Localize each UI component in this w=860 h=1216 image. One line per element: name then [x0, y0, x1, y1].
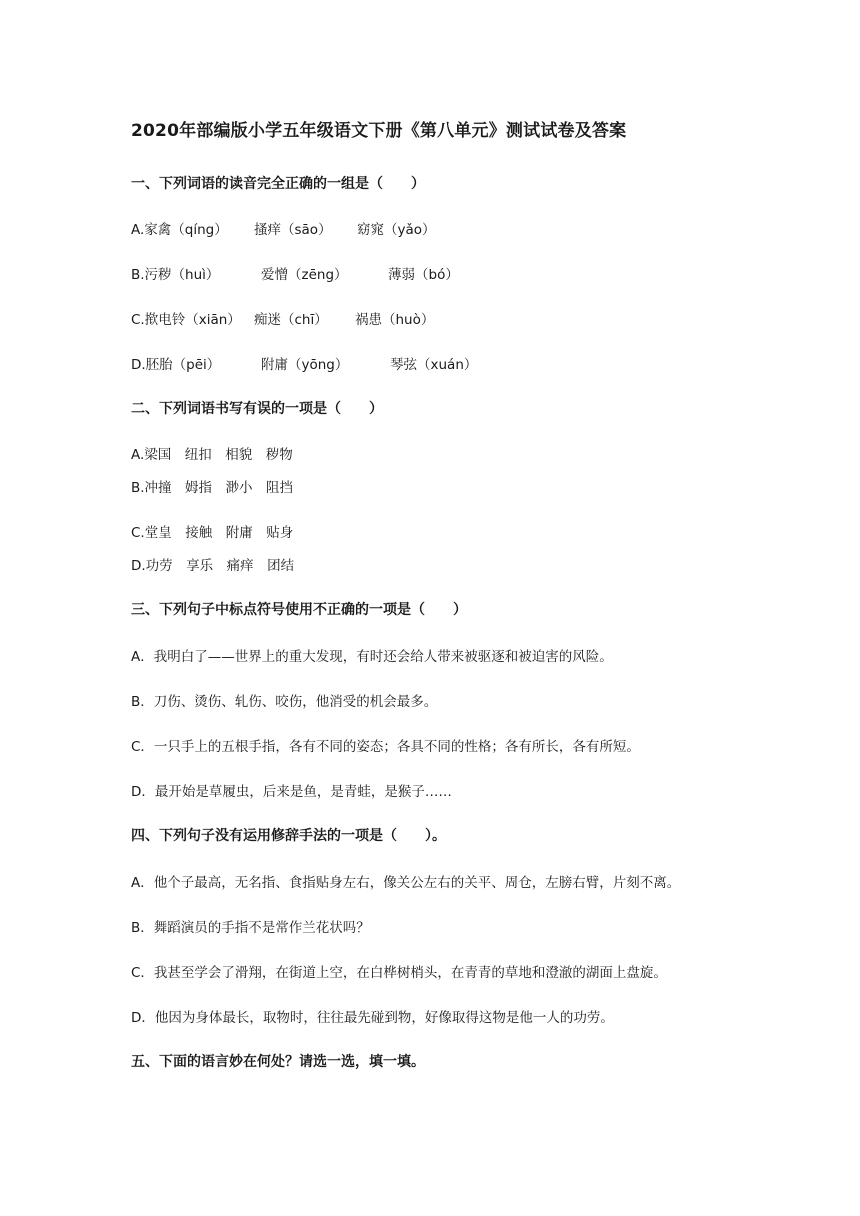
q2-option-a: A.梁国 纽扣 相貌 秽物 — [131, 447, 293, 463]
q1-option-c-word-3: 祸患（huò） — [355, 312, 435, 328]
question-1-heading: 一、下列词语的读音完全正确的一组是（ ） — [131, 176, 425, 192]
q1-option-b-word-3: 薄弱（bó） — [388, 267, 459, 283]
q1-option-d-word-2: 附庸（yōng） — [261, 357, 349, 373]
q1-option-d-word-3: 琴弦（xuán） — [390, 357, 478, 373]
question-5-heading: 五、下面的语言妙在何处？请选一选，填一填。 — [131, 1054, 425, 1070]
q1-option-c-word-2: 痴迷（chī） — [254, 312, 328, 328]
q4-option-d: D．他因为身体最长，取物时，往往最先碰到物，好像取得这物是他一人的功劳。 — [131, 1010, 614, 1026]
q2-option-c: C.堂皇 接触 附庸 贴身 — [131, 525, 294, 541]
question-4-heading: 四、下列句子没有运用修辞手法的一项是（ ）。 — [131, 828, 446, 844]
q3-option-a: A．我明白了——世界上的重大发现，有时还会给人带来被驱逐和被迫害的风险。 — [131, 649, 613, 665]
q1-option-a-word-2: 搔痒（sāo） — [254, 222, 332, 238]
q1-option-b-word-2: 爱憎（zēng） — [261, 267, 348, 283]
q4-option-c: C．我甚至学会了滑翔，在街道上空，在白桦树梢头，在青青的草地和澄澈的湖面上盘旋。 — [131, 965, 667, 981]
q1-option-a-word-3: 窈窕（yǎo） — [357, 222, 436, 238]
q4-option-b: B．舞蹈演员的手指不是常作兰花状吗？ — [131, 920, 370, 936]
q3-option-b: B．刀伤、烫伤、轧伤、咬伤，他消受的机会最多。 — [131, 694, 438, 710]
q2-option-d: D.功劳 享乐 痛痒 团结 — [131, 558, 295, 574]
question-3-heading: 三、下列句子中标点符号使用不正确的一项是（ ） — [131, 602, 467, 618]
q4-option-a: A．他个子最高，无名指、食指贴身左右，像关公左右的关平、周仓，左膀右臂，片刻不离。 — [131, 875, 681, 891]
question-2-heading: 二、下列词语书写有误的一项是（ ） — [131, 401, 383, 417]
document-title: 2020年部编版小学五年级语文下册《第八单元》测试试卷及答案 — [131, 121, 627, 141]
q1-option-d-word-1: D.胚胎（pēi） — [131, 357, 221, 373]
q2-option-b: B.冲撞 姆指 渺小 阻挡 — [131, 480, 294, 496]
q3-option-c: C．一只手上的五根手指，各有不同的姿态；各具不同的性格；各有所长，各有所短。 — [131, 739, 640, 755]
q3-option-d: D．最开始是草履虫，后来是鱼，是青蛙，是猴子…… — [131, 784, 452, 800]
q1-option-b-word-1: B.污秽（huì） — [131, 267, 220, 283]
q1-option-a-word-1: A.家禽（qíng） — [131, 222, 228, 238]
q1-option-c-word-1: C.揿电铃（xiān） — [131, 312, 241, 328]
